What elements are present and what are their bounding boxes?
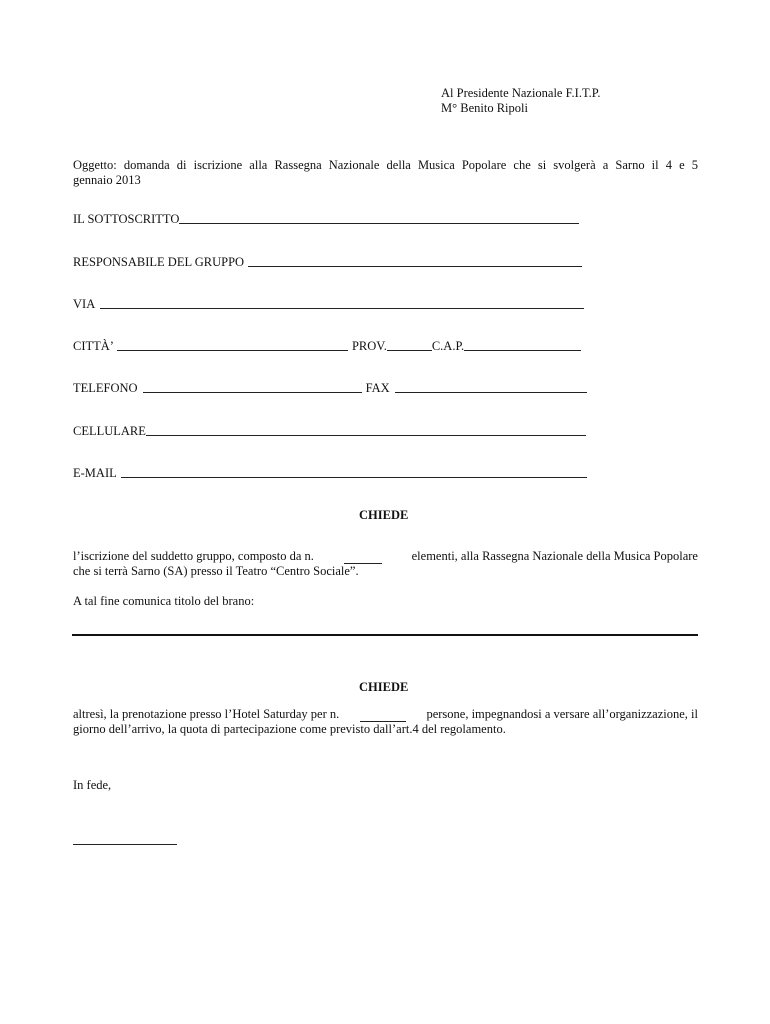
- field-cellulare: [73, 424, 586, 439]
- field-responsabile-line[interactable]: [248, 256, 582, 267]
- request2-line-2: giorno dell’arrivo, la quota di partecipazione come previsto dall’art.4 del regolamento.: [73, 722, 506, 736]
- field-citta-label: CITTÀ’: [73, 339, 114, 353]
- field-citta-prov-cap: [73, 339, 581, 354]
- field-responsabile: [73, 255, 582, 270]
- closing-text: In fede,: [73, 778, 112, 792]
- field-email: [73, 466, 587, 481]
- field-cap-line[interactable]: [464, 340, 581, 351]
- member-count-blank[interactable]: [344, 553, 382, 564]
- field-cellulare-line[interactable]: [146, 425, 586, 436]
- field-via-label: VIA: [73, 297, 96, 311]
- field-email-label: E-MAIL: [73, 466, 117, 480]
- recipient-line-2: M° Benito Ripoli: [441, 101, 528, 115]
- request1-line-1: [73, 549, 698, 564]
- field-sottoscritto-line[interactable]: [179, 213, 579, 224]
- field-citta-line[interactable]: [117, 340, 348, 351]
- field-telefono-label: TELEFONO: [73, 381, 138, 395]
- request2-line-1: [73, 707, 698, 722]
- field-telefono-fax: [73, 381, 587, 396]
- request1-line-2: che si terrà Sarno (SA) presso il Teatro “Centro Sociale”.: [73, 564, 359, 578]
- field-via-line[interactable]: [100, 298, 584, 309]
- signature-line[interactable]: [73, 844, 177, 845]
- request1-line-1b: elementi, alla Rassegna Nazionale della Musica Popolare: [411, 549, 698, 563]
- field-cap-label: C.A.P.: [431, 339, 465, 353]
- song-title-line[interactable]: [72, 634, 698, 636]
- request1-line-1a: l’iscrizione del suddetto gruppo, composto da n.: [73, 549, 314, 563]
- field-via: [73, 297, 584, 312]
- song-title-prompt: A tal fine comunica titolo del brano:: [73, 594, 255, 608]
- field-prov-label: PROV.: [351, 339, 387, 353]
- recipient-line-1: Al Presidente Nazionale F.I.T.P.: [441, 86, 601, 100]
- field-sottoscritto: [73, 212, 579, 227]
- request2-line-1a: altresì, la prenotazione presso l’Hotel Saturday per n.: [73, 707, 340, 721]
- subject-line-1: Oggetto: domanda di iscrizione alla Rassegna Nazionale della Musica Popolare che si svolgerà a Sarno il 4 e 5: [73, 158, 698, 172]
- field-responsabile-label: RESPONSABILE DEL GRUPPO: [73, 255, 245, 269]
- field-cellulare-label: CELLULARE: [73, 424, 146, 438]
- field-sottoscritto-label: IL SOTTOSCRITTO: [73, 212, 180, 226]
- field-fax-line[interactable]: [395, 382, 587, 393]
- field-telefono-line[interactable]: [143, 382, 362, 393]
- field-prov-line[interactable]: [387, 340, 432, 351]
- subject-line-2: gennaio 2013: [73, 173, 141, 187]
- person-count-blank[interactable]: [360, 711, 406, 722]
- field-fax-label: FAX: [365, 381, 390, 395]
- request1-heading: CHIEDE: [359, 508, 409, 522]
- field-email-line[interactable]: [121, 467, 587, 478]
- request2-heading: CHIEDE: [359, 680, 409, 694]
- request2-line-1b: persone, impegnandosi a versare all’organizzazione, il: [426, 707, 698, 721]
